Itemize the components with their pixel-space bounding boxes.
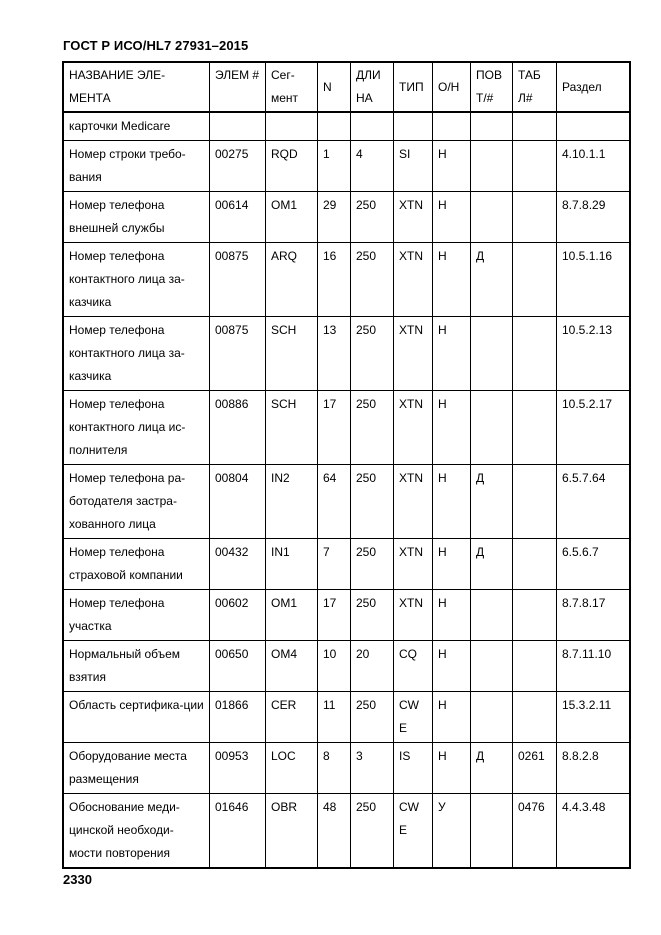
cell-name: Номер телефона участка (64, 590, 210, 641)
cell-type: XTN (394, 539, 433, 590)
cell-elem (210, 112, 266, 141)
cell-section: 10.5.2.17 (557, 391, 630, 465)
cell-table: 0476 (513, 794, 557, 868)
cell-n: 29 (318, 192, 351, 243)
column-header-section: Раздел (557, 63, 630, 113)
cell-segment: IN2 (266, 465, 318, 539)
cell-section (557, 112, 630, 141)
cell-segment: OM1 (266, 192, 318, 243)
cell-n: 48 (318, 794, 351, 868)
table-row (64, 465, 630, 539)
table-row (64, 692, 630, 743)
cell-n: 17 (318, 590, 351, 641)
cell-type: XTN (394, 243, 433, 317)
cell-name: Номер телефона контактного лица за-казчика (64, 243, 210, 317)
cell-elem: 00432 (210, 539, 266, 590)
cell-elem: 00875 (210, 243, 266, 317)
cell-on: Н (433, 692, 471, 743)
cell-on: Н (433, 590, 471, 641)
cell-on: Н (433, 317, 471, 391)
table-row (64, 539, 630, 590)
cell-type: CQ (394, 641, 433, 692)
cell-repeat (471, 641, 513, 692)
cell-section: 6.5.6.7 (557, 539, 630, 590)
cell-name: Номер телефона контактного лица за-казчика (64, 317, 210, 391)
column-header-segment: Сег-мент (266, 63, 318, 113)
cell-name: Нормальный объем взятия (64, 641, 210, 692)
cell-on: Н (433, 641, 471, 692)
cell-elem: 00953 (210, 743, 266, 794)
cell-segment: ARQ (266, 243, 318, 317)
cell-table (513, 465, 557, 539)
cell-repeat (471, 391, 513, 465)
cell-repeat (471, 794, 513, 868)
cell-repeat (471, 141, 513, 192)
cell-name: Номер строки требо-вания (64, 141, 210, 192)
cell-table (513, 141, 557, 192)
column-header-name: НАЗВАНИЕ ЭЛЕ-МЕНТА (64, 63, 210, 113)
cell-table (513, 243, 557, 317)
cell-type: XTN (394, 391, 433, 465)
cell-type (394, 112, 433, 141)
table-body (64, 112, 630, 868)
cell-name: Область сертифика-ции (64, 692, 210, 743)
table-row (64, 641, 630, 692)
cell-section: 8.7.11.10 (557, 641, 630, 692)
cell-section: 8.7.8.17 (557, 590, 630, 641)
cell-repeat: Д (471, 243, 513, 317)
cell-table (513, 692, 557, 743)
cell-name: карточки Medicare (64, 112, 210, 141)
cell-length (351, 112, 394, 141)
cell-n: 64 (318, 465, 351, 539)
cell-n: 10 (318, 641, 351, 692)
cell-table (513, 590, 557, 641)
cell-type: XTN (394, 590, 433, 641)
cell-section: 4.4.3.48 (557, 794, 630, 868)
cell-section: 10.5.1.16 (557, 243, 630, 317)
cell-repeat (471, 692, 513, 743)
cell-n: 11 (318, 692, 351, 743)
cell-segment: SCH (266, 391, 318, 465)
cell-on: Н (433, 192, 471, 243)
cell-section: 6.5.7.64 (557, 465, 630, 539)
cell-name: Номер телефона контактного лица ис-полнителя (64, 391, 210, 465)
table-row (64, 192, 630, 243)
column-header-table: ТАБ Л# (513, 63, 557, 113)
cell-type: SI (394, 141, 433, 192)
cell-n: 1 (318, 141, 351, 192)
cell-name: Номер телефона страховой компании (64, 539, 210, 590)
cell-segment: RQD (266, 141, 318, 192)
cell-name: Обоснование меди-цинской необходи-мости повторения (64, 794, 210, 868)
cell-repeat (471, 112, 513, 141)
cell-n: 13 (318, 317, 351, 391)
cell-length: 3 (351, 743, 394, 794)
cell-length: 250 (351, 692, 394, 743)
cell-on: У (433, 794, 471, 868)
cell-table: 0261 (513, 743, 557, 794)
cell-table (513, 317, 557, 391)
data-elements-table (63, 62, 630, 868)
cell-type: IS (394, 743, 433, 794)
cell-n: 7 (318, 539, 351, 590)
column-header-elem: ЭЛЕМ # (210, 63, 266, 113)
cell-on: Н (433, 243, 471, 317)
cell-n: 16 (318, 243, 351, 317)
cell-elem: 00602 (210, 590, 266, 641)
cell-type: XTN (394, 192, 433, 243)
cell-section: 15.3.2.11 (557, 692, 630, 743)
cell-on: Н (433, 141, 471, 192)
cell-segment (266, 112, 318, 141)
cell-length: 250 (351, 317, 394, 391)
cell-on (433, 112, 471, 141)
cell-n: 8 (318, 743, 351, 794)
cell-length: 250 (351, 539, 394, 590)
cell-repeat: Д (471, 743, 513, 794)
cell-type: XTN (394, 465, 433, 539)
cell-elem: 00650 (210, 641, 266, 692)
cell-segment: IN1 (266, 539, 318, 590)
page-number: 2330 (63, 872, 92, 887)
cell-segment: SCH (266, 317, 318, 391)
cell-type: CW E (394, 692, 433, 743)
cell-length: 4 (351, 141, 394, 192)
cell-elem: 00614 (210, 192, 266, 243)
table-row (64, 590, 630, 641)
cell-section: 8.8.2.8 (557, 743, 630, 794)
cell-section: 10.5.2.13 (557, 317, 630, 391)
cell-segment: OM1 (266, 590, 318, 641)
cell-segment: OM4 (266, 641, 318, 692)
cell-name: Номер телефона ра-ботодателя застра-хованного лица (64, 465, 210, 539)
cell-repeat: Д (471, 539, 513, 590)
cell-elem: 00875 (210, 317, 266, 391)
column-header-on: О/Н (433, 63, 471, 113)
cell-n: 17 (318, 391, 351, 465)
cell-segment: OBR (266, 794, 318, 868)
table-row (64, 243, 630, 317)
cell-section: 8.7.8.29 (557, 192, 630, 243)
cell-segment: LOC (266, 743, 318, 794)
column-header-length: ДЛИ НА (351, 63, 394, 113)
table-header (64, 63, 630, 113)
cell-elem: 00275 (210, 141, 266, 192)
cell-table (513, 192, 557, 243)
cell-type: XTN (394, 317, 433, 391)
cell-name: Номер телефона внешней службы (64, 192, 210, 243)
cell-segment: CER (266, 692, 318, 743)
cell-length: 250 (351, 391, 394, 465)
table-row (64, 391, 630, 465)
cell-name: Оборудование места размещения (64, 743, 210, 794)
cell-elem: 01866 (210, 692, 266, 743)
cell-elem: 00886 (210, 391, 266, 465)
cell-n (318, 112, 351, 141)
column-header-n: N (318, 63, 351, 113)
cell-repeat: Д (471, 465, 513, 539)
cell-length: 250 (351, 243, 394, 317)
cell-section: 4.10.1.1 (557, 141, 630, 192)
table-row (64, 794, 630, 868)
cell-length: 250 (351, 465, 394, 539)
cell-table (513, 112, 557, 141)
cell-repeat (471, 590, 513, 641)
table-row (64, 743, 630, 794)
cell-on: Н (433, 743, 471, 794)
column-header-repeat: ПОВ Т/# (471, 63, 513, 113)
cell-repeat (471, 192, 513, 243)
table-row (64, 317, 630, 391)
cell-length: 250 (351, 192, 394, 243)
cell-on: Н (433, 391, 471, 465)
cell-type: CW E (394, 794, 433, 868)
cell-on: Н (433, 539, 471, 590)
cell-length: 250 (351, 590, 394, 641)
column-header-type: ТИП (394, 63, 433, 113)
document-header: ГОСТ Р ИСО/HL7 27931–2015 (63, 38, 249, 53)
cell-length: 20 (351, 641, 394, 692)
cell-elem: 01646 (210, 794, 266, 868)
table-row (64, 112, 630, 141)
table-row (64, 141, 630, 192)
cell-repeat (471, 317, 513, 391)
cell-on: Н (433, 465, 471, 539)
cell-table (513, 391, 557, 465)
cell-length: 250 (351, 794, 394, 868)
cell-table (513, 641, 557, 692)
cell-table (513, 539, 557, 590)
cell-elem: 00804 (210, 465, 266, 539)
